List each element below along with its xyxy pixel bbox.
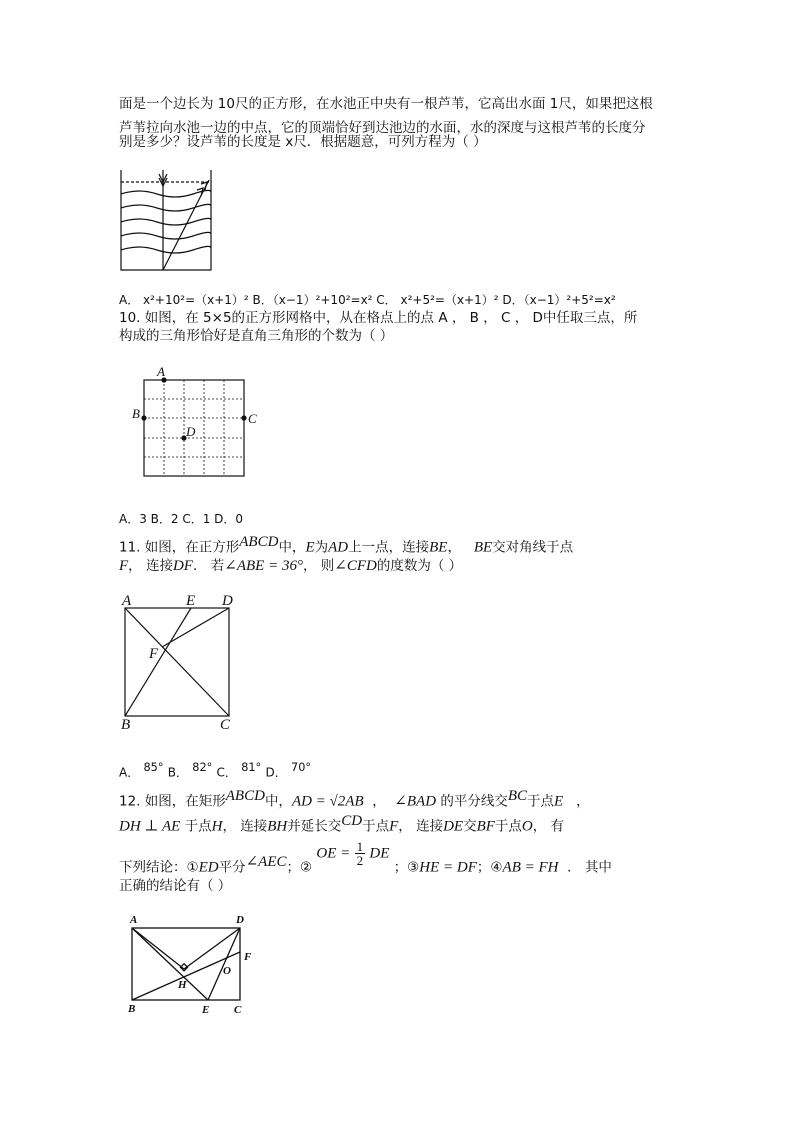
q10-label-d: D xyxy=(186,424,196,439)
q9-pond-figure xyxy=(119,168,215,272)
q9-options: A． x²+10²=（x+1）² B．（x−1）²+10²=x² C． x²+5²=（x+1）² D．（x−1）²+5²=x² xyxy=(119,293,616,307)
q10-grid-figure xyxy=(130,364,260,480)
q10-label-a: A xyxy=(157,364,165,379)
q11-options: A． $^{85^\circ}$ B． $^{82^\circ}$ C． $^{81^\circ}$ D． $^{70^\circ}$ xyxy=(119,761,311,780)
q11-label-d: D xyxy=(222,593,233,609)
q12-line-2: DH ⊥ AE 于点H， 连接BH并延长交$^{CD}$于点F， 连接DE交BF于点O， 有 xyxy=(119,813,565,835)
q9-line-2: 芦苇拉向水池一边的中点，它的顶端恰好到达池边的水面，水的深度与这根芦苇的长度分 xyxy=(119,120,646,136)
q12-rectangle-figure xyxy=(124,912,264,1018)
q9-line-3: 别是多少？设芦苇的长度是 x尺．根据题意，可列方程为（ ） xyxy=(119,134,487,150)
q11-label-b: B xyxy=(121,717,131,733)
q12-fraction-formula: OE = $\frac{1}{2}$ DE xyxy=(316,839,390,868)
q12-label-c: C xyxy=(234,1004,242,1016)
q10-options: A．3 B．2 C．1 D．0 xyxy=(119,512,244,526)
q11-label-c: C xyxy=(220,717,231,733)
q12-line-1: 12. 如图，在矩形$^{ABCD}$中，AD = √2AB ， ∠BAD 的平分线交$^{BC}$于点E ， xyxy=(119,788,590,810)
q12-label-d: D xyxy=(236,914,244,926)
q12-label-o: O xyxy=(223,965,231,977)
q10-label-c: C xyxy=(248,411,257,426)
q12-line-4: 正确的结论有（ ） xyxy=(119,878,232,894)
q10-label-b: B xyxy=(132,406,140,421)
q11-label-e: E xyxy=(186,593,196,609)
q10-point-b xyxy=(141,415,146,420)
q12-label-e: E xyxy=(202,1004,210,1016)
q9-line-1: 面是一个边长为 10尺的正方形，在水池正中央有一根芦苇，它高出水面 1尺，如果把这根 xyxy=(119,96,653,112)
q12-label-b: B xyxy=(128,1003,136,1015)
q10-point-c xyxy=(241,415,246,420)
q12-label-f: F xyxy=(244,951,252,963)
q11-square-figure xyxy=(119,592,239,732)
q11-line-2: F， 连接DF． 若∠ABE = 36°， 则∠CFD的度数为（ ） xyxy=(119,558,463,574)
q12-line-3: 下列结论：①ED平分$^{\angle AEC}$；② OE = $\frac{1}{2}$ DE ；③HE = DF；④AB = FH ． 其中 xyxy=(119,839,612,876)
q10-line-2: 构成的三角形恰好是直角三角形的个数为（ ） xyxy=(119,328,394,344)
q11-label-f: F xyxy=(149,646,159,662)
q12-label-a: A xyxy=(130,914,138,926)
q11-line-1: 11. 如图，在正方形$^{ABCD}$中，E为AD上一点，连接BE， BE交对角线于点 xyxy=(119,534,574,556)
q10-line-1: 10. 如图，在 5×5的正方形网格中，从在格点上的点 A ， B ， C ， D中任取三点，所 xyxy=(119,310,638,326)
q12-label-h: H xyxy=(178,979,187,991)
q11-label-a: A xyxy=(122,593,132,609)
